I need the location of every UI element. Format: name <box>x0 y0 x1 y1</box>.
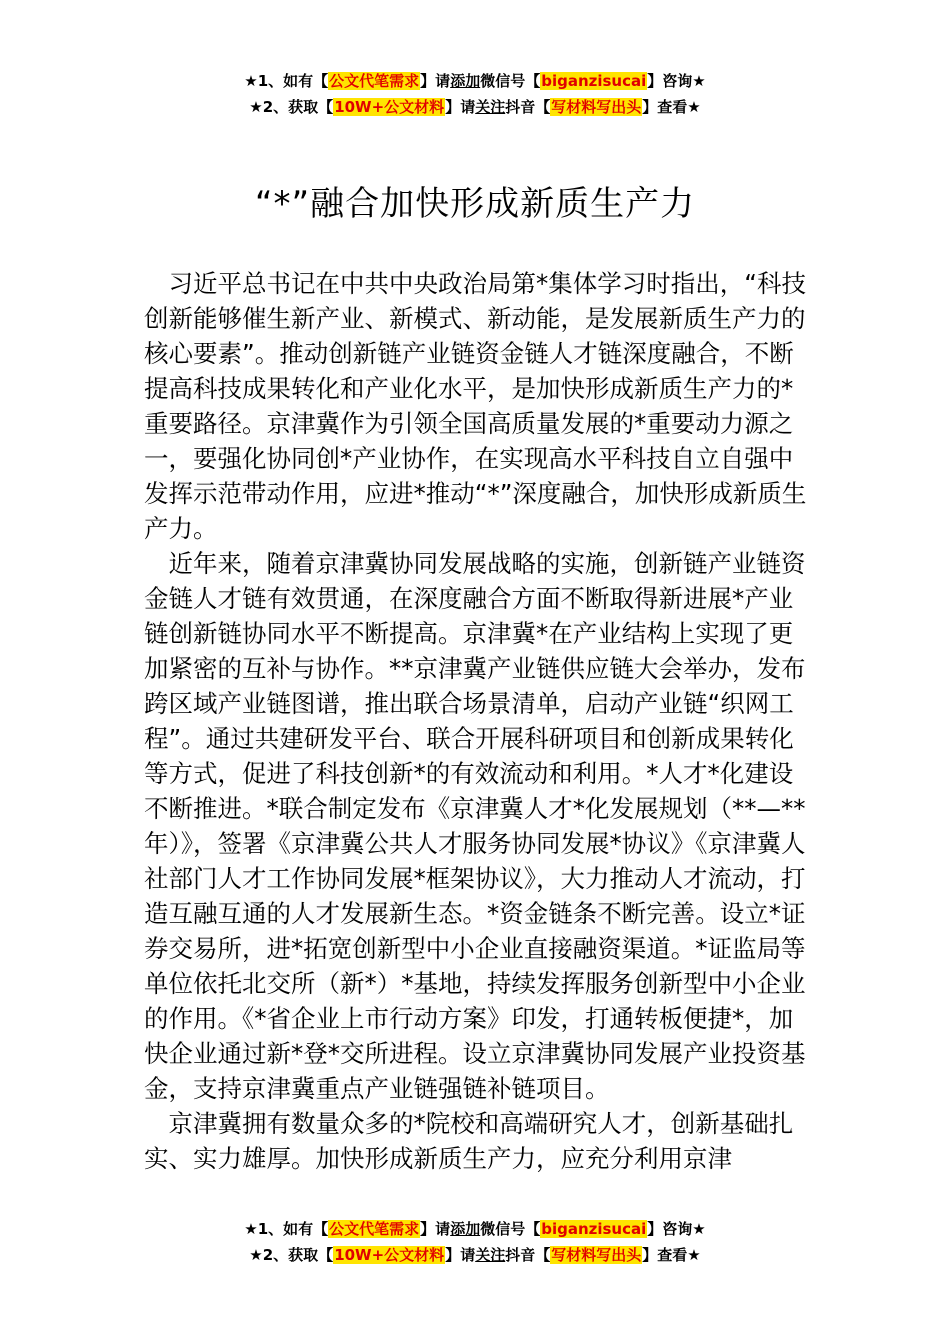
highlight-douyin: 写材料写出头 <box>551 98 642 116</box>
highlight-materials: 10W+公文材料 <box>334 1246 445 1264</box>
document-body <box>144 266 814 1176</box>
banner-line-1: ★1、如有【公文代笔需求】请添加微信号【biganzisucai】咨询★ <box>244 72 706 90</box>
footer-banner <box>0 1216 950 1268</box>
highlight-service: 公文代笔需求 <box>329 1220 420 1238</box>
highlight-service: 公文代笔需求 <box>329 72 420 90</box>
highlight-douyin: 写材料写出头 <box>551 1246 642 1264</box>
paragraph: 近年来，随着京津冀协同发展战略的实施，创新链产业链资金链人才链有效贯通，在深度融合方面不断取得新进展*产业链创新链协同水平不断提高。京津冀*在产业结构上实现了更加紧密的互补与协作。**京津冀产业链供应链大会举办，发布跨区域产业链图谱，推出联合场景清单，启动产业链“织网工程”。通过共建研发平台、联合开展科研项目和创新成果转化等方式，促进了科技创新*的有效流动和利用。*人才*化建设不断推进。*联合制定发布《京津冀人才*化发展规划（**—**年）》，签署《京津冀公共人才服务协同发展*协议》《京津冀人社部门人才工作协同发展*框架协议》，大力推动人才流动，打造互融互通的人才发展新生态。*资金链条不断完善。设立*证券交易所，进*拓宽创新型中小企业直接融资渠道。*证监局等单位依托北交所（新*）*基地，持续发挥服务创新型中小企业的作用。《*省企业上市行动方案》印发，打通转板便捷*，加快企业通过新*登*交所进程。设立京津冀协同发展产业投资基金，支持京津冀重点产业链强链补链项目。 <box>144 549 806 1103</box>
paragraph: 京津冀拥有数量众多的*院校和高端研究人才，创新基础扎实、实力雄厚。加快形成新质生产力，应充分利用京津 <box>144 1109 794 1173</box>
banner-line-2: ★2、获取【10W+公文材料】请关注抖音【写材料写出头】查看★ <box>249 98 701 116</box>
document-title: “*”融合加快形成新质生产力 <box>254 184 696 224</box>
highlight-wechat-id: biganzisucai <box>541 72 647 90</box>
banner-line-2: ★2、获取【10W+公文材料】请关注抖音【写材料写出头】查看★ <box>249 1246 701 1264</box>
paragraph: 习近平总书记在中共中央政治局第*集体学习时指出，“科技创新能够催生新产业、新模式、新动能，是发展新质生产力的核心要素”。推动创新链产业链资金链人才链深度融合，不断提高科技成果转化和产业化水平，是加快形成新质生产力的*重要路径。京津冀作为引领全国高质量发展的*重要动力源之一，要强化协同创*产业协作，在实现高水平科技自立自强中发挥示范带动作用，应进*推动“*”深度融合，加快形成新质生产力。 <box>144 269 807 543</box>
highlight-wechat-id: biganzisucai <box>541 1220 647 1238</box>
banner-line-1: ★1、如有【公文代笔需求】请添加微信号【biganzisucai】咨询★ <box>244 1220 706 1238</box>
header-banner <box>0 68 950 120</box>
highlight-materials: 10W+公文材料 <box>334 98 445 116</box>
